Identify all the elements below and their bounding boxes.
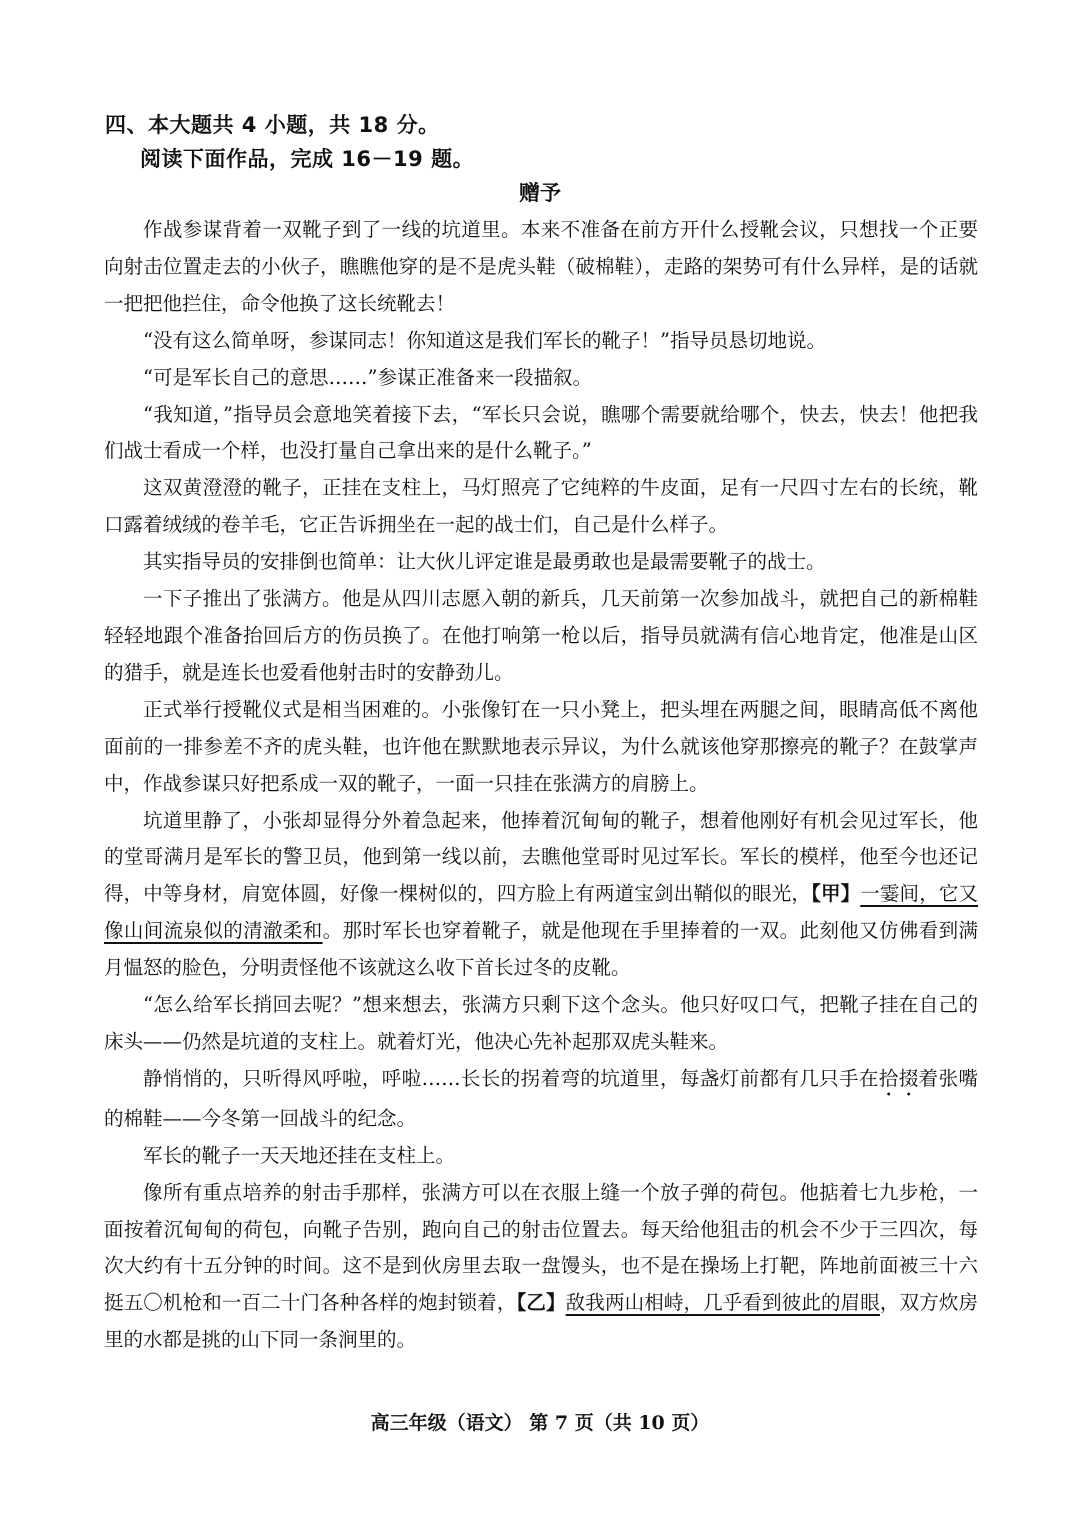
underlined-sentence-jia: 一霎间，它又像山间流泉似的清澈柔和: [104, 882, 978, 943]
paragraph-9-text-b: 。那时军长也穿着靴子，就是他现在手里捧着的一双。此刻他又仿佛看到满月愠怒的脸色，分明责怪他不该就这么收下首长过冬的皮靴。: [104, 919, 978, 980]
paragraph-10: “怎么给军长捎回去呢？”想来想去，张满方只剩下这个念头。他只好叹口气，把靴子挂在自己的床头——仍然是坑道的支柱上。就着灯光，他决心先补起那双虎头鞋来。: [104, 993, 978, 1053]
paragraph-1: 作战参谋背着一双靴子到了一线的坑道里。本来不准备在前方开什么授靴会议，只想找一个正要向射击位置走去的小伙子，瞧瞧他穿的是不是虎头鞋（破棉鞋），走路的架势可有什么异样，是的话就一把把他拦住，命令他换了这长统靴去！: [104, 218, 978, 315]
underlined-sentence-yi: 敌我两山相峙，几乎看到彼此的眉眼: [565, 1291, 880, 1315]
paragraph-11-text-b: 着张嘴的棉鞋——今冬第一回战斗的纪念。: [104, 1066, 978, 1130]
paragraph-13-text-a: 像所有重点培养的射击手那样，张满方可以在衣服上缝一个放子弹的荷包。他掂着七九步枪，一面按着沉甸甸的荷包，向靴子告别，跑向自己的射击位置去。每天给他狙击的机会不少于三四次，每次大约有十五分钟的时间。这不是到伙房里去取一盘馒头，也不是在操场上打靶，阵地前面被三十六挺五〇机枪和一百二十门各种各样的炮封锁着，: [104, 1180, 978, 1315]
article-body: [104, 212, 978, 1359]
dotted-word: 拾掇: [878, 1066, 919, 1090]
paragraph-7: 一下子推出了张满方。他是从四川志愿入朝的新兵，几天前第一次参加战斗，就把自己的新棉鞋轻轻地跟个准备抬回后方的伤员换了。在他打响第一枪以后，指导员就满有信心地肯定，他准是山区的猎手，就是连长也爱看他射击时的安静劲儿。: [104, 587, 978, 684]
paragraph-11: [104, 1061, 978, 1138]
article-title: 赠予: [519, 181, 561, 205]
paragraph-8: 正式举行授靴仪式是相当困难的。小张像钉在一只小凳上，把头埋在两腿之间，眼睛高低不离他面前的一排参差不齐的虎头鞋，也许他在默默地表示异议，为什么就该他穿那擦亮的靴子？在鼓掌声中，作战参谋只好把系成一双的靴子，一面一只挂在张满方的肩膀上。: [104, 697, 978, 795]
paragraph-4: “我知道，”指导员会意地笑着接下去，“军长只会说，瞧哪个需要就给哪个，快去，快去！他把我们战士看成一个样，也没打量自己拿出来的是什么靴子。”: [104, 402, 978, 463]
page-footer: 高三年级（语文） 第 7 页（共 10 页）: [370, 1412, 710, 1434]
paragraph-5: 这双黄澄澄的靴子，正挂在支柱上，马灯照亮了它纯粹的牛皮面，足有一尺四寸左右的长统，靴口露着绒绒的卷羊毛，它正告诉拥坐在一起的战士们，自己是什么样子。: [104, 476, 978, 537]
paragraph-3: “可是军长自己的意思……”参谋正准备来一段描叙。: [143, 365, 592, 389]
paragraph-2: “没有这么简单呀，参谋同志！你知道这是我们军长的靴子！”指导员恳切地说。: [143, 328, 826, 352]
paragraph-13-text-b: ，双方炊房里的水都是挑的山下同一条涧里的。: [104, 1291, 978, 1352]
paragraph-11-text-a: 静悄悄的，只听得风呼啦，呼啦……长长的拐着弯的坑道里，每盏灯前都有几只手在: [143, 1066, 879, 1090]
reading-instruction: 阅读下面作品，完成 16－19 题。: [140, 147, 475, 171]
paragraph-9-text-a: 坑道里静了，小张却显得分外着急起来，他捧着沉甸甸的靴子，想着他刚好有机会见过军长，他的堂哥满月是军长的警卫员，他到第一线以前，去瞧他堂哥时见过军长。军长的模样，他至今也还记得，中等身材，肩宽体圆，好像一棵树似的，四方脸上有两道宝剑出鞘似的眼光，: [104, 808, 978, 906]
marker-yi: 【乙】: [516, 1291, 566, 1315]
paragraph-6: 其实指导员的安排倒也简单：让大伙儿评定谁是最勇敢也是最需要靴子的战士。: [143, 550, 826, 574]
section-heading: 四、本大题共 4 小题，共 18 分。: [105, 113, 440, 137]
paragraph-9: [104, 803, 978, 988]
marker-jia: 【甲】: [811, 882, 861, 906]
paragraph-12: 军长的靴子一天天地还挂在支柱上。: [143, 1143, 456, 1167]
paragraph-13: [104, 1175, 978, 1360]
